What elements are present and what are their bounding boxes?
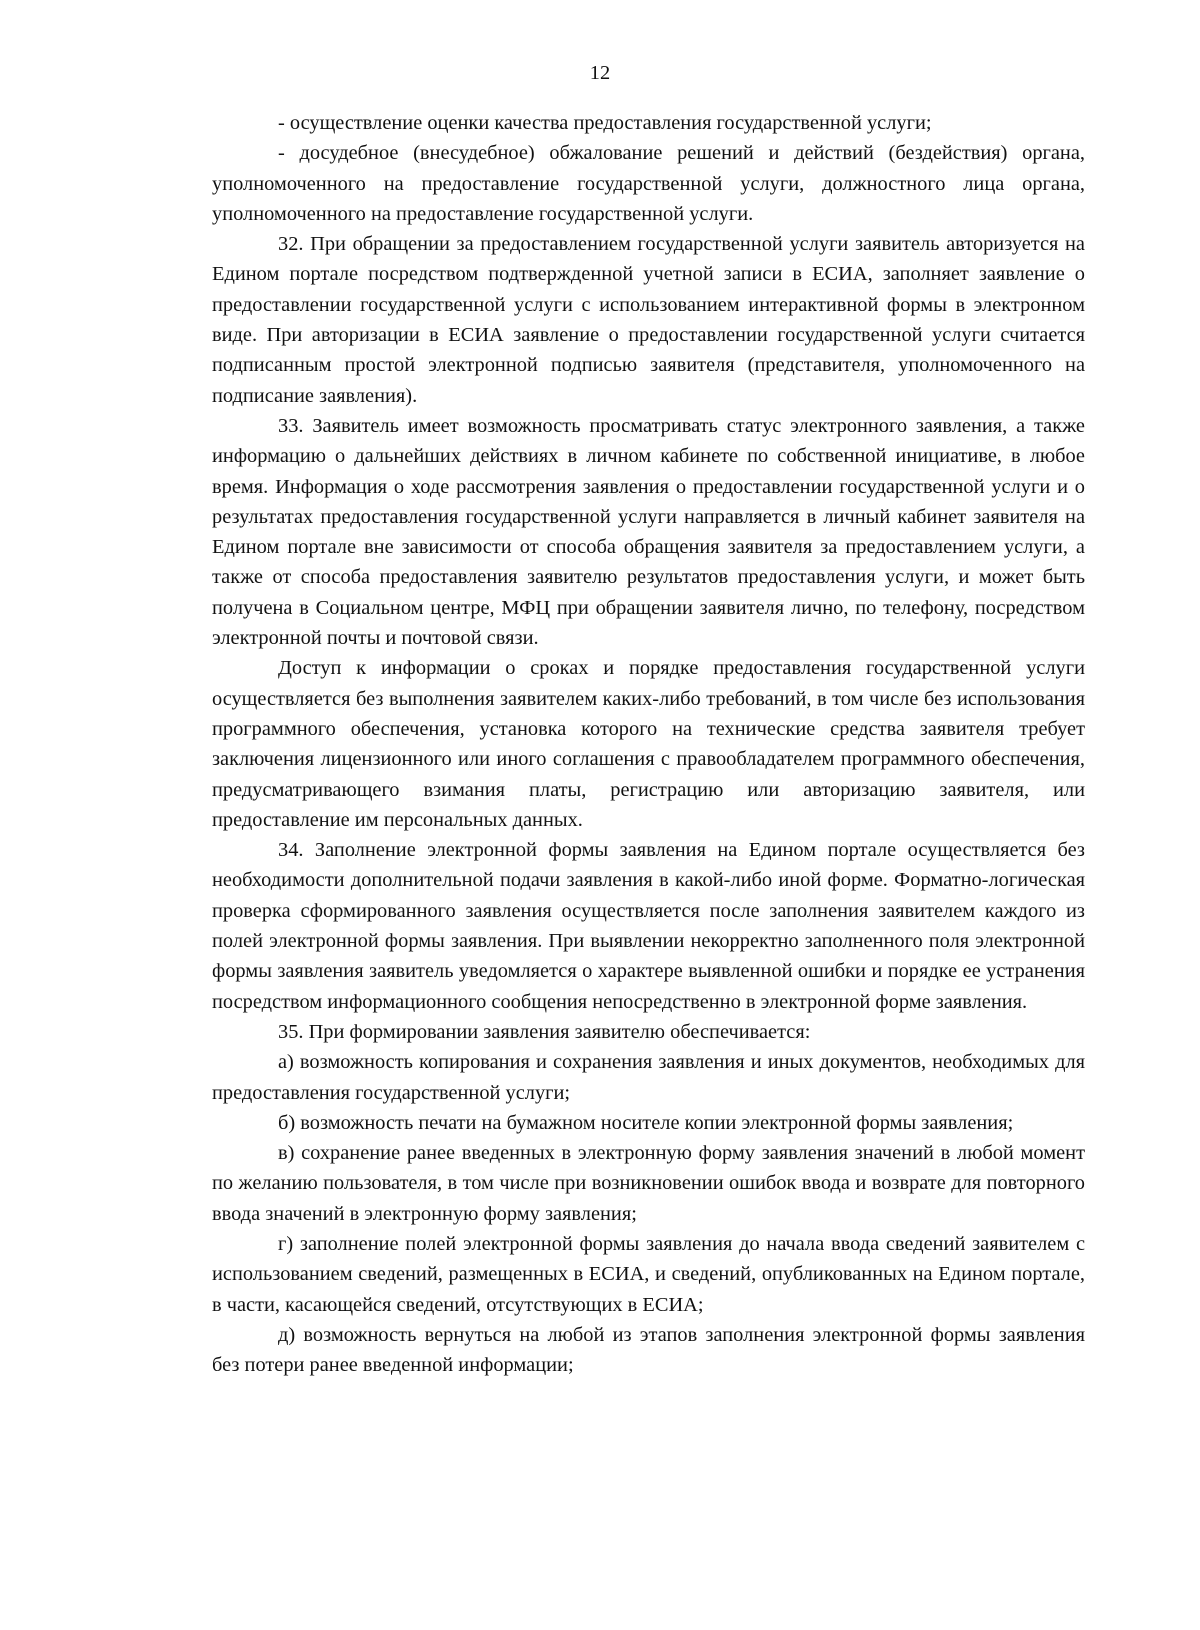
list-item-v-saving: в) сохранение ранее введенных в электронную форму заявления значений в любой момент по желанию пользователя, в том числе при возникновении ошибок ввода и возврате для повторного ввода значений в электронную форму заявления; (212, 1142, 1085, 1225)
paragraph-quality-assessment: - осуществление оценки качества предоставления государственной услуги; (278, 112, 932, 134)
paragraph-pretrial-appeal: - досудебное (внесудебное) обжалование решений и действий (бездействия) органа, уполномоченного на предоставление государственной услуги, должностного лица органа, уполномоченного на предоставление государственной услуги. (212, 142, 1085, 225)
paragraph-information-access: Доступ к информации о сроках и порядке предоставления государственной услуги осуществляется без выполнения заявителем каких-либо требований, в том числе без использования программного обеспечения, установка которого на технические средства заявителя требует заключения лицензионного или иного соглашения с правообладателем программного обеспечения, предусматривающего взимания платы, регистрацию или авторизацию заявителя, или предоставление им персональных данных. (212, 657, 1085, 831)
page-number: 12 (589, 62, 611, 84)
paragraph-32-authorization: 32. При обращении за предоставлением государственной услуги заявитель авторизуется на Едином портале посредством подтвержденной учетной записи в ЕСИА, заполняет заявление о предоставлении государственной услуги с использованием интерактивной формы в электронном виде. При авторизации в ЕСИА заявление о предоставлении государственной услуги считается подписанным простой электронной подписью заявителя (представителя, уполномоченного на подписание заявления). (212, 233, 1085, 407)
list-item-b-printing: б) возможность печати на бумажном носителе копии электронной формы заявления; (278, 1111, 1014, 1134)
paragraph-33-status-tracking: 33. Заявитель имеет возможность просматривать статус электронного заявления, а также информацию о дальнейших действиях в личном кабинете по собственной инициативе, в любое время. Информация о ходе рассмотрения заявления о предоставлении государственной услуги и о результатах предоставления государственной услуги направляется в личный кабинет заявителя на Едином портале вне зависимости от способа обращения заявителя за предоставлением услуги, а также от способа предоставления заявителю результатов предоставления услуги, и может быть получена в Социальном центре, МФЦ при обращении заявителя лично, по телефону, посредством электронной почты и почтовой связи. (212, 414, 1085, 650)
list-item-a-copying: а) возможность копирования и сохранения заявления и иных документов, необходимых для предоставления государственной услуги; (212, 1051, 1085, 1104)
paragraph-35-form-features: 35. При формировании заявления заявителю обеспечивается: (278, 1020, 811, 1043)
document-body (212, 108, 1085, 1380)
list-item-g-prefill: г) заполнение полей электронной формы заявления до начала ввода сведений заявителем с использованием сведений, размещенных в ЕСИА, и сведений, опубликованных на Едином портале, в части, касающейся сведений, отсутствующих в ЕСИА; (212, 1232, 1085, 1316)
paragraph-34-form-filling: 34. Заполнение электронной формы заявления на Едином портале осуществляется без необходимости дополнительной подачи заявления в какой-либо иной форме. Форматно-логическая проверка сформированного заявления осуществляется после заполнения заявителем каждого из полей электронной формы заявления. При выявлении некорректно заполненного поля электронной формы заявления заявитель уведомляется о характере выявленной ошибки и порядке ее устранения посредством информационного сообщения непосредственно в электронной форме заявления. (212, 839, 1085, 1013)
list-item-d-navigation: д) возможность вернуться на любой из этапов заполнения электронной формы заявления без потери ранее введенной информации; (212, 1323, 1085, 1377)
